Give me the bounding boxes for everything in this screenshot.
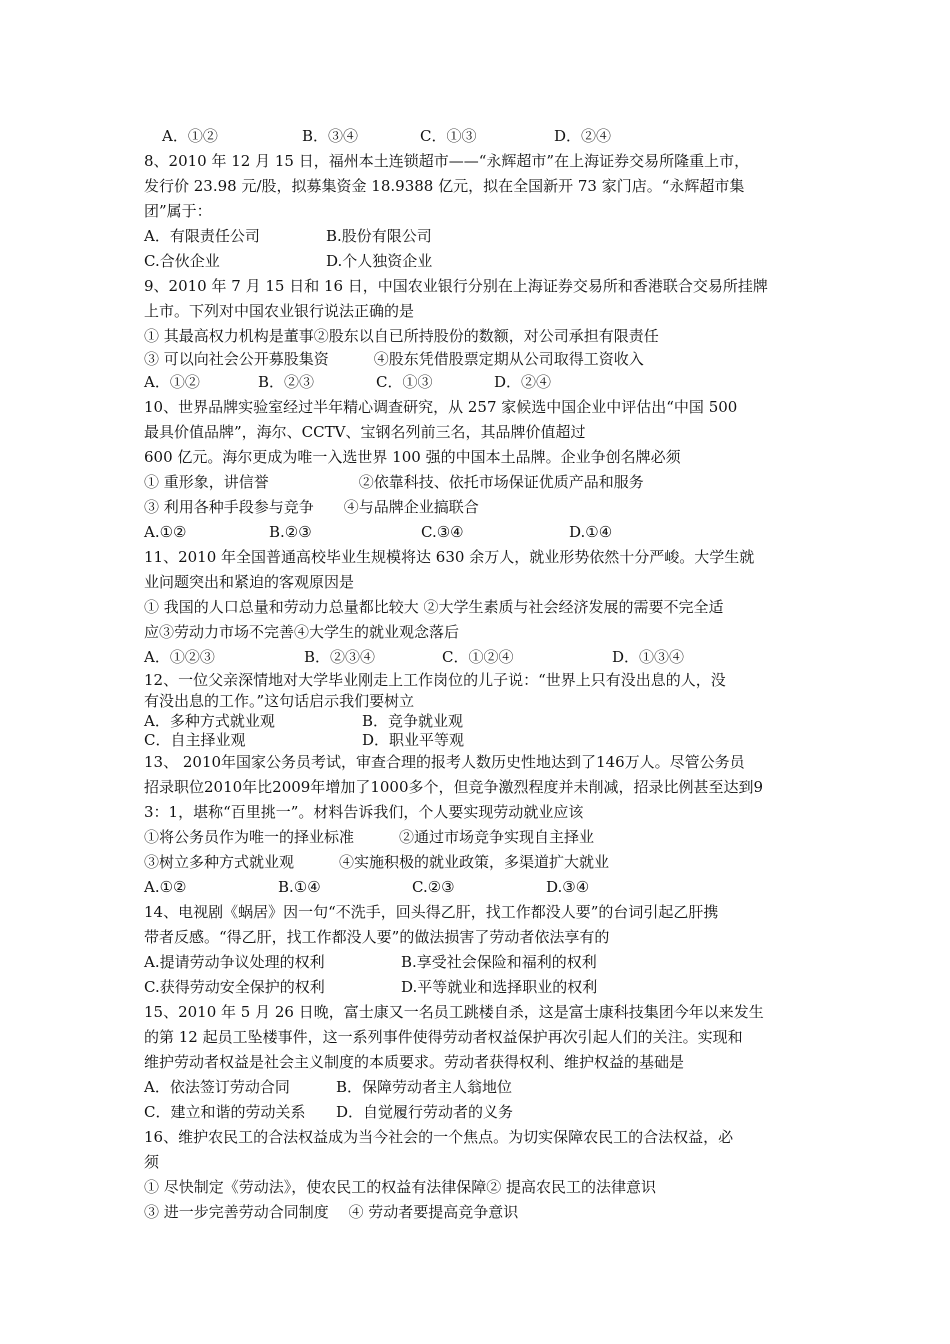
option-d: D.①④: [569, 523, 613, 541]
question-10-line-1: 10、世界品牌实验室经过半年精心调查研究，从 257 家候选中国企业中评估出“中国 500: [144, 398, 738, 416]
option-d: D．自觉履行劳动者的义务: [336, 1103, 514, 1121]
option-a: A．多种方式就业观: [144, 712, 275, 730]
question-11-options: [144, 645, 814, 670]
question-11-statement-1: ① 我国的人口总量和劳动力总量都比较大 ②大学生素质与社会经济发展的需要不完全适: [144, 598, 724, 616]
question-15-options-ab: [144, 1075, 814, 1100]
question-15-line-1: 15、2010 年 5 月 26 日晚，富士康又一名员工跳楼自杀，这是富士康科技集团今年以来发生: [144, 1003, 764, 1021]
exam-page: [144, 124, 814, 1225]
question-8-options-ab: [144, 224, 814, 249]
option-a: A．①②: [144, 373, 200, 391]
option-a: A.提请劳动争议处理的权利: [144, 953, 325, 971]
option-a: A.①②: [144, 878, 187, 896]
question-13-line-2: 招录职位2010年比2009年增加了1000多个，但竞争激烈程度并未削减，招录比例甚至达到9: [144, 778, 764, 796]
option-c: C．①③: [376, 373, 433, 391]
option-d: D.平等就业和选择职业的权利: [401, 978, 598, 996]
option-b: B．②③: [258, 373, 315, 391]
option-c: C．①②④: [442, 648, 514, 666]
option-c: C.③④: [421, 523, 464, 541]
question-16-statement-2: ③ 进一步完善劳动合同制度 ④ 劳动者要提高竞争意识: [144, 1203, 519, 1221]
question-16-line-1: 16、维护农民工的合法权益成为当今社会的一个焦点。为切实保障农民工的合法权益，必: [144, 1128, 734, 1146]
question-13-line-3: 3：1，堪称“百里挑一”。材料告诉我们，个人要实现劳动就业应该: [144, 803, 584, 821]
option-d: D.个人独资企业: [326, 252, 433, 270]
question-13-statement-1: ①将公务员作为唯一的择业标准 ②通过市场竞争实现自主择业: [144, 828, 595, 846]
option-b: B．竞争就业观: [362, 712, 464, 730]
option-d: D．②④: [494, 373, 552, 391]
option-b: B.股份有限公司: [326, 227, 432, 245]
question-10-statement-2: ③ 利用各种手段参与竞争 ④与品牌企业搞联合: [144, 498, 479, 516]
question-10-options: [144, 520, 814, 545]
question-11-statement-2: 应③劳动力市场不完善④大学生的就业观念落后: [144, 623, 460, 641]
question-7-options: [144, 124, 814, 149]
question-11-line-1: 11、2010 年全国普通高校毕业生规模将达 630 余万人，就业形势依然十分严峻。大学生就: [144, 548, 755, 566]
question-16-statement-1: ① 尽快制定《劳动法》，使农民工的权益有法律保障② 提高农民工的法律意识: [144, 1178, 657, 1196]
question-12-options-ab: [144, 712, 814, 731]
option-b: B．②③④: [304, 648, 376, 666]
option-b: B.②③: [269, 523, 312, 541]
option-a: A．①②: [162, 127, 218, 145]
question-10-line-2: 最具价值品牌”，海尔、CCTV、宝钢名列前三名，其品牌价值超过: [144, 423, 586, 441]
question-10-statement-1: ① 重形象，讲信誉 ②依靠科技、依托市场保证优质产品和服务: [144, 473, 644, 491]
question-12-line-2: 有没出息的工作。”这句话启示我们要树立: [144, 692, 415, 710]
question-10-line-3: 600 亿元。海尔更成为唯一入选世界 100 强的中国本土品牌。企业争创名牌必须: [144, 448, 681, 466]
question-15-options-cd: [144, 1100, 814, 1125]
option-c: C.合伙企业: [144, 252, 220, 270]
question-9-line-2: 上市。下列对中国农业银行说法正确的是: [144, 302, 415, 320]
question-8-options-cd: [144, 249, 814, 274]
question-12-options-cd: [144, 731, 814, 750]
question-9-line-1: 9、2010 年 7 月 15 日和 16 日，中国农业银行分别在上海证券交易所和香港联合交易所挂牌: [144, 277, 768, 295]
question-9-options: [144, 370, 814, 395]
option-b: B．保障劳动者主人翁地位: [336, 1078, 513, 1096]
question-11-line-2: 业问题突出和紧迫的客观原因是: [144, 573, 355, 591]
question-15-line-2: 的第 12 起员工坠楼事件，这一系列事件使得劳动者权益保护再次引起人们的关注。实现和: [144, 1028, 743, 1046]
question-15-line-3: 维护劳动者权益是社会主义制度的本质要求。劳动者获得权利、维护权益的基础是: [144, 1053, 685, 1071]
option-b: B．③④: [302, 127, 359, 145]
option-d: D.③④: [546, 878, 590, 896]
question-12-line-1: 12、一位父亲深情地对大学毕业刚走上工作岗位的儿子说：“世界上只有没出息的人，没: [144, 671, 726, 689]
option-a: A．①②③: [144, 648, 215, 666]
question-13-options: [144, 875, 814, 900]
question-9-statement-2: ③ 可以向社会公开募股集资 ④股东凭借股票定期从公司取得工资收入: [144, 350, 644, 368]
option-d: D．职业平等观: [362, 731, 465, 749]
option-c: C.获得劳动安全保护的权利: [144, 978, 325, 996]
question-14-options-cd: [144, 975, 814, 1000]
question-14-line-2: 带者反感。“得乙肝，找工作都没人要”的做法损害了劳动者依法享有的: [144, 928, 610, 946]
question-8-line-2: 发行价 23.98 元/股，拟募集资金 18.9388 亿元，拟在全国新开 73 家门店。“永辉超市集: [144, 177, 745, 195]
question-13-line-1: 13、 2010年国家公务员考试，审查合理的报考人数历史性地达到了146万人。尽管公务员: [144, 753, 745, 771]
option-c: C．建立和谐的劳动关系: [144, 1103, 306, 1121]
question-14-line-1: 14、电视剧《蜗居》因一句“不洗手，回头得乙肝，找工作都没人要”的台词引起乙肝携: [144, 903, 719, 921]
option-c: C.②③: [412, 878, 455, 896]
option-b: B.享受社会保险和福利的权利: [401, 953, 597, 971]
option-c: C．①③: [420, 127, 477, 145]
question-8-line-3: 团”属于：: [144, 202, 212, 220]
option-a: A.①②: [144, 523, 187, 541]
question-8-line-1: 8、2010 年 12 月 15 日，福州本土连锁超市——“永辉超市”在上海证券交易所隆重上市，: [144, 152, 750, 170]
option-a: A．有限责任公司: [144, 227, 260, 245]
question-14-options-ab: [144, 950, 814, 975]
option-c: C．自主择业观: [144, 731, 246, 749]
option-b: B.①④: [278, 878, 321, 896]
question-16-line-2: 须: [144, 1153, 160, 1171]
option-d: D．②④: [554, 127, 612, 145]
option-d: D．①③④: [612, 648, 685, 666]
question-13-statement-2: ③树立多种方式就业观 ④实施积极的就业政策，多渠道扩大就业: [144, 853, 610, 871]
option-a: A．依法签订劳动合同: [144, 1078, 290, 1096]
question-9-statement-1: ① 其最高权力机构是董事②股东以自已所持股份的数额，对公司承担有限责任: [144, 327, 659, 345]
